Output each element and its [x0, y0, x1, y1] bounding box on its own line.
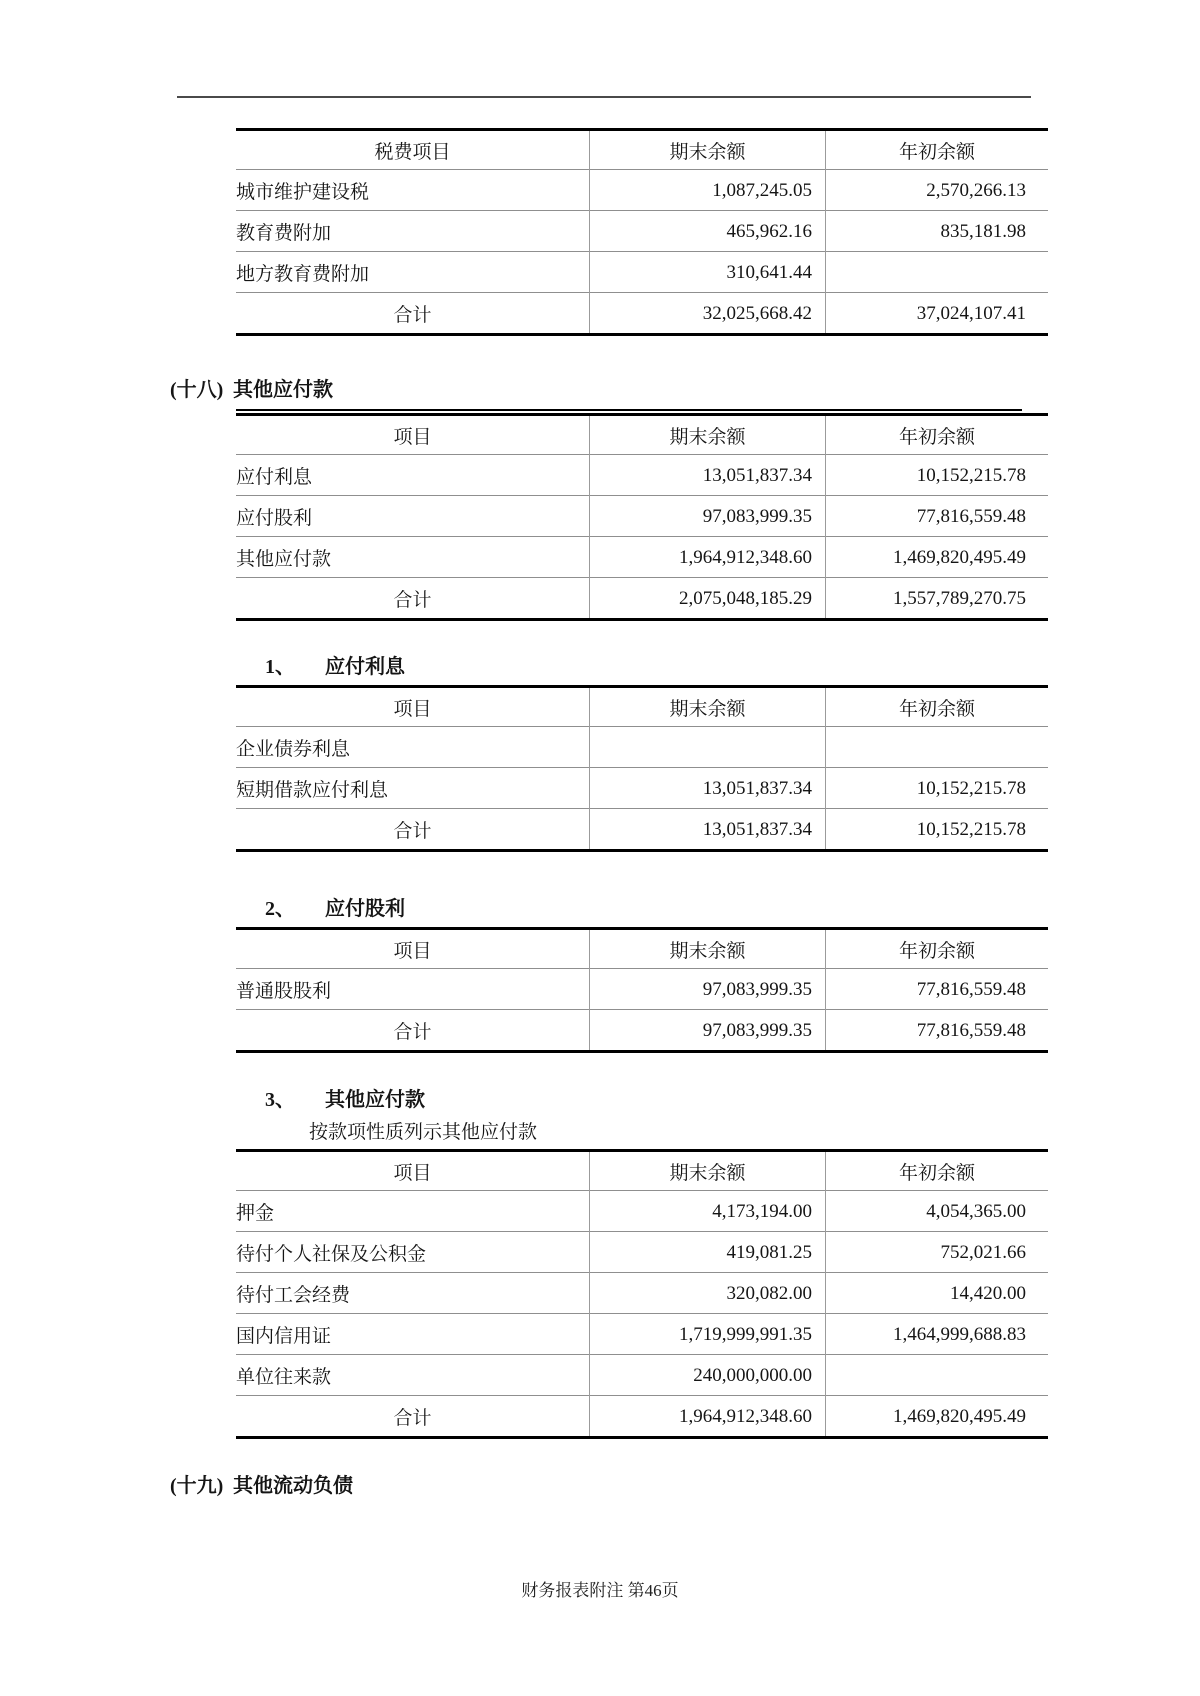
value-cell: 310,641.44 [590, 252, 826, 293]
value-cell: 97,083,999.35 [590, 496, 826, 537]
table-row [236, 537, 1048, 578]
value-cell: 77,816,559.48 [826, 496, 1049, 537]
header-cell: 项目 [393, 941, 432, 962]
subsection-title: 其他应付款 [325, 1089, 425, 1111]
subsection-title: 应付利息 [325, 656, 405, 678]
table-row [236, 170, 1048, 211]
section-18-heading [170, 377, 1031, 404]
table-row [236, 1273, 1048, 1314]
value-cell: 10,152,215.78 [826, 768, 1049, 809]
section-title: 其他流动负债 [233, 1475, 353, 1497]
table-row [236, 211, 1048, 252]
subsection-number: 3、 [265, 1089, 295, 1111]
tax-surcharge-table [236, 128, 1048, 336]
value-cell: 10,152,215.78 [826, 455, 1049, 496]
table-row [236, 969, 1048, 1010]
total-row [236, 578, 1048, 620]
header-cell: 年初余额 [826, 415, 1049, 455]
value-cell: 4,054,365.00 [826, 1191, 1049, 1232]
total-value-cell: 37,024,107.41 [826, 293, 1049, 335]
item-cell: 教育费附加 [236, 211, 590, 252]
value-cell: 1,087,245.05 [590, 170, 826, 211]
subsection-1-heading [265, 654, 1031, 681]
total-value-cell: 1,964,912,348.60 [590, 1396, 826, 1438]
total-value-cell: 32,025,668.42 [590, 293, 826, 335]
header-cell: 期末余额 [590, 415, 826, 455]
header-cell: 税费项目 [374, 142, 451, 163]
value-cell: 465,962.16 [590, 211, 826, 252]
total-value-cell: 1,469,820,495.49 [826, 1396, 1049, 1438]
table-note: 按款项性质列示其他应付款 [309, 1122, 538, 1143]
value-cell: 1,719,999,991.35 [590, 1314, 826, 1355]
interest-payable-table [236, 685, 1048, 852]
subsection-number: 1、 [265, 656, 295, 678]
value-cell: 419,081.25 [590, 1232, 826, 1273]
table-row [236, 727, 1048, 768]
table-row [236, 1355, 1048, 1396]
header-row [236, 1151, 1048, 1191]
subsection-3-heading [265, 1087, 1031, 1114]
total-label-cell: 合计 [236, 1396, 590, 1438]
dividends-payable-table [236, 927, 1048, 1053]
value-cell: 14,420.00 [826, 1273, 1049, 1314]
total-value-cell: 77,816,559.48 [826, 1010, 1049, 1052]
content [170, 128, 1031, 1500]
other-payables-by-nature-table [236, 1149, 1048, 1439]
value-cell: 97,083,999.35 [590, 969, 826, 1010]
value-cell: 1,464,999,688.83 [826, 1314, 1049, 1355]
value-cell [826, 727, 1049, 768]
total-value-cell: 2,075,048,185.29 [590, 578, 826, 620]
total-value-cell: 10,152,215.78 [826, 809, 1049, 851]
header-cell: 期末余额 [590, 130, 826, 170]
section-number: (十九) [170, 1475, 224, 1497]
item-cell: 城市维护建设税 [236, 170, 590, 211]
value-cell: 1,469,820,495.49 [826, 537, 1049, 578]
total-value-cell: 1,557,789,270.75 [826, 578, 1049, 620]
total-row [236, 809, 1048, 851]
header-row [236, 415, 1048, 455]
value-cell [590, 727, 826, 768]
value-cell: 77,816,559.48 [826, 969, 1049, 1010]
header-cell: 期末余额 [590, 929, 826, 969]
table-row [236, 1314, 1048, 1355]
item-cell: 其他应付款 [236, 537, 590, 578]
item-cell: 企业债券利息 [236, 727, 590, 768]
section-18-underline [236, 409, 1022, 411]
value-cell: 752,021.66 [826, 1232, 1049, 1273]
total-value-cell: 13,051,837.34 [590, 809, 826, 851]
header-cell: 年初余额 [826, 130, 1049, 170]
table-row [236, 1191, 1048, 1232]
footer-text: 财务报表附注 第46页 [521, 1581, 679, 1600]
header-rule [177, 96, 1031, 98]
item-cell: 单位往来款 [236, 1355, 590, 1396]
value-cell: 320,082.00 [590, 1273, 826, 1314]
header-row [236, 130, 1048, 170]
table-row [236, 455, 1048, 496]
header-cell: 期末余额 [590, 687, 826, 727]
value-cell: 13,051,837.34 [590, 768, 826, 809]
value-cell [826, 252, 1049, 293]
value-cell [826, 1355, 1049, 1396]
page-footer [0, 1576, 1200, 1601]
section-number: (十八) [170, 379, 224, 401]
header-cell: 期末余额 [590, 1151, 826, 1191]
table-row [236, 1232, 1048, 1273]
total-label-cell: 合计 [236, 293, 590, 335]
total-row [236, 1010, 1048, 1052]
total-value-cell: 97,083,999.35 [590, 1010, 826, 1052]
total-label-cell: 合计 [236, 809, 590, 851]
total-label-cell: 合计 [236, 1010, 590, 1052]
item-cell: 地方教育费附加 [236, 252, 590, 293]
value-cell: 2,570,266.13 [826, 170, 1049, 211]
subsection-number: 2、 [265, 898, 295, 920]
section-title: 其他应付款 [233, 379, 333, 401]
item-cell: 国内信用证 [236, 1314, 590, 1355]
value-cell: 835,181.98 [826, 211, 1049, 252]
header-cell: 年初余额 [826, 1151, 1049, 1191]
item-cell: 普通股股利 [236, 969, 590, 1010]
value-cell: 1,964,912,348.60 [590, 537, 826, 578]
table-row [236, 768, 1048, 809]
subsection-title: 应付股利 [325, 898, 405, 920]
other-payables-table [236, 413, 1048, 621]
table-row [236, 496, 1048, 537]
item-cell: 待付工会经费 [236, 1273, 590, 1314]
value-cell: 4,173,194.00 [590, 1191, 826, 1232]
header-cell: 年初余额 [826, 929, 1049, 969]
item-cell: 押金 [236, 1191, 590, 1232]
header-cell: 年初余额 [826, 687, 1049, 727]
header-cell: 项目 [393, 699, 432, 720]
item-cell: 应付股利 [236, 496, 590, 537]
item-cell: 应付利息 [236, 455, 590, 496]
header-cell: 项目 [393, 427, 432, 448]
header-cell: 项目 [393, 1163, 432, 1184]
total-row [236, 293, 1048, 335]
total-row [236, 1396, 1048, 1438]
total-label-cell: 合计 [236, 578, 590, 620]
item-cell: 短期借款应付利息 [236, 768, 590, 809]
header-row [236, 929, 1048, 969]
value-cell: 240,000,000.00 [590, 1355, 826, 1396]
table-row [236, 252, 1048, 293]
header-row [236, 687, 1048, 727]
item-cell: 待付个人社保及公积金 [236, 1232, 590, 1273]
section-19-heading [170, 1473, 1031, 1500]
subsection-2-heading [265, 896, 1031, 923]
value-cell: 13,051,837.34 [590, 455, 826, 496]
